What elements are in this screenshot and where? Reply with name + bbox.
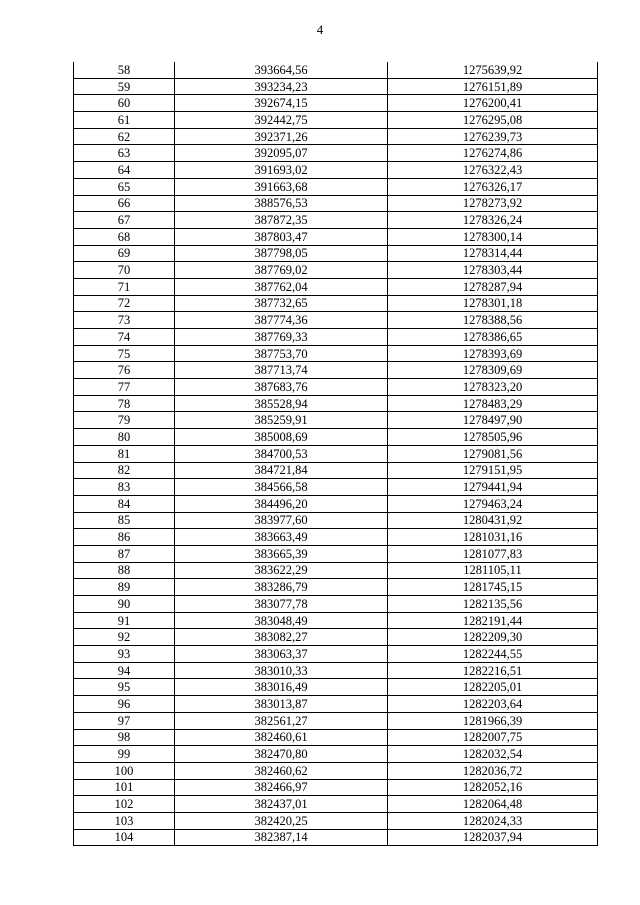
x-coordinate-cell: 383016,49 [175,679,388,696]
point-number-cell: 85 [74,512,175,529]
point-number-cell: 101 [74,779,175,796]
table-row [74,78,598,95]
table-row [74,228,598,245]
point-number-cell: 65 [74,178,175,195]
y-coordinate-cell: 1281077,83 [388,545,598,562]
y-coordinate-cell: 1282244,55 [388,646,598,663]
y-coordinate-cell: 1282024,33 [388,812,598,829]
page-number: 4 [316,22,324,37]
table-row [74,212,598,229]
y-coordinate-cell: 1278505,96 [388,429,598,446]
y-coordinate-cell: 1278309,69 [388,362,598,379]
x-coordinate-cell: 384700,53 [175,445,388,462]
point-number-cell: 71 [74,278,175,295]
point-number-cell: 93 [74,646,175,663]
table-row [74,278,598,295]
table-row [74,112,598,129]
y-coordinate-cell: 1278326,24 [388,212,598,229]
point-number-cell: 99 [74,746,175,763]
x-coordinate-cell: 382470,80 [175,746,388,763]
x-coordinate-cell: 383013,87 [175,696,388,713]
y-coordinate-cell: 1278314,44 [388,245,598,262]
table-row [74,379,598,396]
x-coordinate-cell: 383665,39 [175,545,388,562]
point-number-cell: 103 [74,812,175,829]
x-coordinate-cell: 383663,49 [175,529,388,546]
x-coordinate-cell: 384566,58 [175,479,388,496]
point-number-cell: 88 [74,562,175,579]
x-coordinate-cell: 387762,04 [175,278,388,295]
point-number-cell: 98 [74,729,175,746]
point-number-cell: 67 [74,212,175,229]
x-coordinate-cell: 387769,33 [175,329,388,346]
y-coordinate-cell: 1282052,16 [388,779,598,796]
x-coordinate-cell: 387753,70 [175,345,388,362]
table-row [74,529,598,546]
table-row [74,445,598,462]
y-coordinate-cell: 1281031,16 [388,529,598,546]
y-coordinate-cell: 1279463,24 [388,495,598,512]
table-row [74,245,598,262]
table-row [74,596,598,613]
table-row [74,495,598,512]
x-coordinate-cell: 392442,75 [175,112,388,129]
y-coordinate-cell: 1278386,65 [388,329,598,346]
x-coordinate-cell: 382437,01 [175,796,388,813]
x-coordinate-cell: 383077,78 [175,596,388,613]
point-number-cell: 81 [74,445,175,462]
y-coordinate-cell: 1279151,95 [388,462,598,479]
y-coordinate-cell: 1276200,41 [388,95,598,112]
table-row [74,145,598,162]
point-number-cell: 76 [74,362,175,379]
x-coordinate-cell: 387732,65 [175,295,388,312]
point-number-cell: 104 [74,829,175,846]
table-row [74,128,598,145]
table-row [74,662,598,679]
x-coordinate-cell: 392371,26 [175,128,388,145]
x-coordinate-cell: 391663,68 [175,178,388,195]
y-coordinate-cell: 1279081,56 [388,445,598,462]
point-number-cell: 58 [74,62,175,78]
table-row [74,262,598,279]
point-number-cell: 92 [74,629,175,646]
x-coordinate-cell: 387872,35 [175,212,388,229]
y-coordinate-cell: 1282064,48 [388,796,598,813]
point-number-cell: 84 [74,495,175,512]
x-coordinate-cell: 387713,74 [175,362,388,379]
table-row [74,562,598,579]
point-number-cell: 66 [74,195,175,212]
point-number-cell: 77 [74,379,175,396]
point-number-cell: 87 [74,545,175,562]
y-coordinate-cell: 1275639,92 [388,62,598,78]
x-coordinate-cell: 387803,47 [175,228,388,245]
table-row [74,345,598,362]
y-coordinate-cell: 1278497,90 [388,412,598,429]
table-row [74,729,598,746]
x-coordinate-cell: 382460,62 [175,762,388,779]
table-row [74,579,598,596]
y-coordinate-cell: 1282007,75 [388,729,598,746]
table-row [74,679,598,696]
y-coordinate-cell: 1278287,94 [388,278,598,295]
y-coordinate-cell: 1278303,44 [388,262,598,279]
x-coordinate-cell: 383977,60 [175,512,388,529]
table-row [74,829,598,846]
table-row [74,62,598,78]
x-coordinate-cell: 385259,91 [175,412,388,429]
point-number-cell: 68 [74,228,175,245]
table-row [74,512,598,529]
x-coordinate-cell: 387774,36 [175,312,388,329]
x-coordinate-cell: 393234,23 [175,78,388,95]
point-number-cell: 90 [74,596,175,613]
y-coordinate-cell: 1279441,94 [388,479,598,496]
y-coordinate-cell: 1276322,43 [388,162,598,179]
table-row [74,796,598,813]
x-coordinate-cell: 392674,15 [175,95,388,112]
y-coordinate-cell: 1278273,92 [388,195,598,212]
x-coordinate-cell: 392095,07 [175,145,388,162]
point-number-cell: 73 [74,312,175,329]
y-coordinate-cell: 1282135,56 [388,596,598,613]
point-number-cell: 61 [74,112,175,129]
table-row [74,162,598,179]
point-number-cell: 89 [74,579,175,596]
table-row [74,479,598,496]
table-row [74,746,598,763]
y-coordinate-cell: 1276326,17 [388,178,598,195]
table-row [74,812,598,829]
point-number-cell: 95 [74,679,175,696]
table-row [74,312,598,329]
y-coordinate-cell: 1278301,18 [388,295,598,312]
y-coordinate-cell: 1282191,44 [388,612,598,629]
y-coordinate-cell: 1278393,69 [388,345,598,362]
y-coordinate-cell: 1276274,86 [388,145,598,162]
x-coordinate-cell: 383063,37 [175,646,388,663]
coordinates-table-body [74,62,598,846]
y-coordinate-cell: 1278300,14 [388,228,598,245]
x-coordinate-cell: 382466,97 [175,779,388,796]
y-coordinate-cell: 1276239,73 [388,128,598,145]
y-coordinate-cell: 1282032,54 [388,746,598,763]
x-coordinate-cell: 383082,27 [175,629,388,646]
x-coordinate-cell: 383622,29 [175,562,388,579]
x-coordinate-cell: 382420,25 [175,812,388,829]
x-coordinate-cell: 393664,56 [175,62,388,78]
point-number-cell: 102 [74,796,175,813]
x-coordinate-cell: 384496,20 [175,495,388,512]
point-number-cell: 69 [74,245,175,262]
y-coordinate-cell: 1282203,64 [388,696,598,713]
y-coordinate-cell: 1282209,30 [388,629,598,646]
table-row [74,696,598,713]
point-number-cell: 100 [74,762,175,779]
point-number-cell: 78 [74,395,175,412]
table-row [74,395,598,412]
table-row [74,762,598,779]
x-coordinate-cell: 387683,76 [175,379,388,396]
point-number-cell: 80 [74,429,175,446]
x-coordinate-cell: 391693,02 [175,162,388,179]
x-coordinate-cell: 384721,84 [175,462,388,479]
y-coordinate-cell: 1281966,39 [388,712,598,729]
y-coordinate-cell: 1282205,01 [388,679,598,696]
coordinates-table [73,62,598,846]
y-coordinate-cell: 1281105,11 [388,562,598,579]
table-row [74,362,598,379]
table-row [74,178,598,195]
table-row [74,295,598,312]
x-coordinate-cell: 383286,79 [175,579,388,596]
point-number-cell: 82 [74,462,175,479]
x-coordinate-cell: 383010,33 [175,662,388,679]
point-number-cell: 83 [74,479,175,496]
point-number-cell: 86 [74,529,175,546]
point-number-cell: 64 [74,162,175,179]
y-coordinate-cell: 1282037,94 [388,829,598,846]
x-coordinate-cell: 382561,27 [175,712,388,729]
point-number-cell: 97 [74,712,175,729]
table-row [74,412,598,429]
y-coordinate-cell: 1282216,51 [388,662,598,679]
point-number-cell: 75 [74,345,175,362]
y-coordinate-cell: 1278483,29 [388,395,598,412]
table-row [74,462,598,479]
y-coordinate-cell: 1282036,72 [388,762,598,779]
x-coordinate-cell: 388576,53 [175,195,388,212]
x-coordinate-cell: 385008,69 [175,429,388,446]
table-row [74,195,598,212]
point-number-cell: 63 [74,145,175,162]
table-row [74,95,598,112]
table-row [74,712,598,729]
x-coordinate-cell: 382387,14 [175,829,388,846]
table-row [74,329,598,346]
x-coordinate-cell: 387769,02 [175,262,388,279]
point-number-cell: 96 [74,696,175,713]
y-coordinate-cell: 1280431,92 [388,512,598,529]
table-row [74,545,598,562]
y-coordinate-cell: 1281745,15 [388,579,598,596]
y-coordinate-cell: 1278388,56 [388,312,598,329]
point-number-cell: 94 [74,662,175,679]
point-number-cell: 70 [74,262,175,279]
y-coordinate-cell: 1276295,08 [388,112,598,129]
point-number-cell: 79 [74,412,175,429]
y-coordinate-cell: 1276151,89 [388,78,598,95]
table-row [74,779,598,796]
x-coordinate-cell: 383048,49 [175,612,388,629]
point-number-cell: 74 [74,329,175,346]
x-coordinate-cell: 387798,05 [175,245,388,262]
table-row [74,612,598,629]
point-number-cell: 60 [74,95,175,112]
point-number-cell: 62 [74,128,175,145]
x-coordinate-cell: 382460,61 [175,729,388,746]
x-coordinate-cell: 385528,94 [175,395,388,412]
table-row [74,629,598,646]
table-row [74,646,598,663]
table-row [74,429,598,446]
point-number-cell: 91 [74,612,175,629]
y-coordinate-cell: 1278323,20 [388,379,598,396]
point-number-cell: 59 [74,78,175,95]
point-number-cell: 72 [74,295,175,312]
